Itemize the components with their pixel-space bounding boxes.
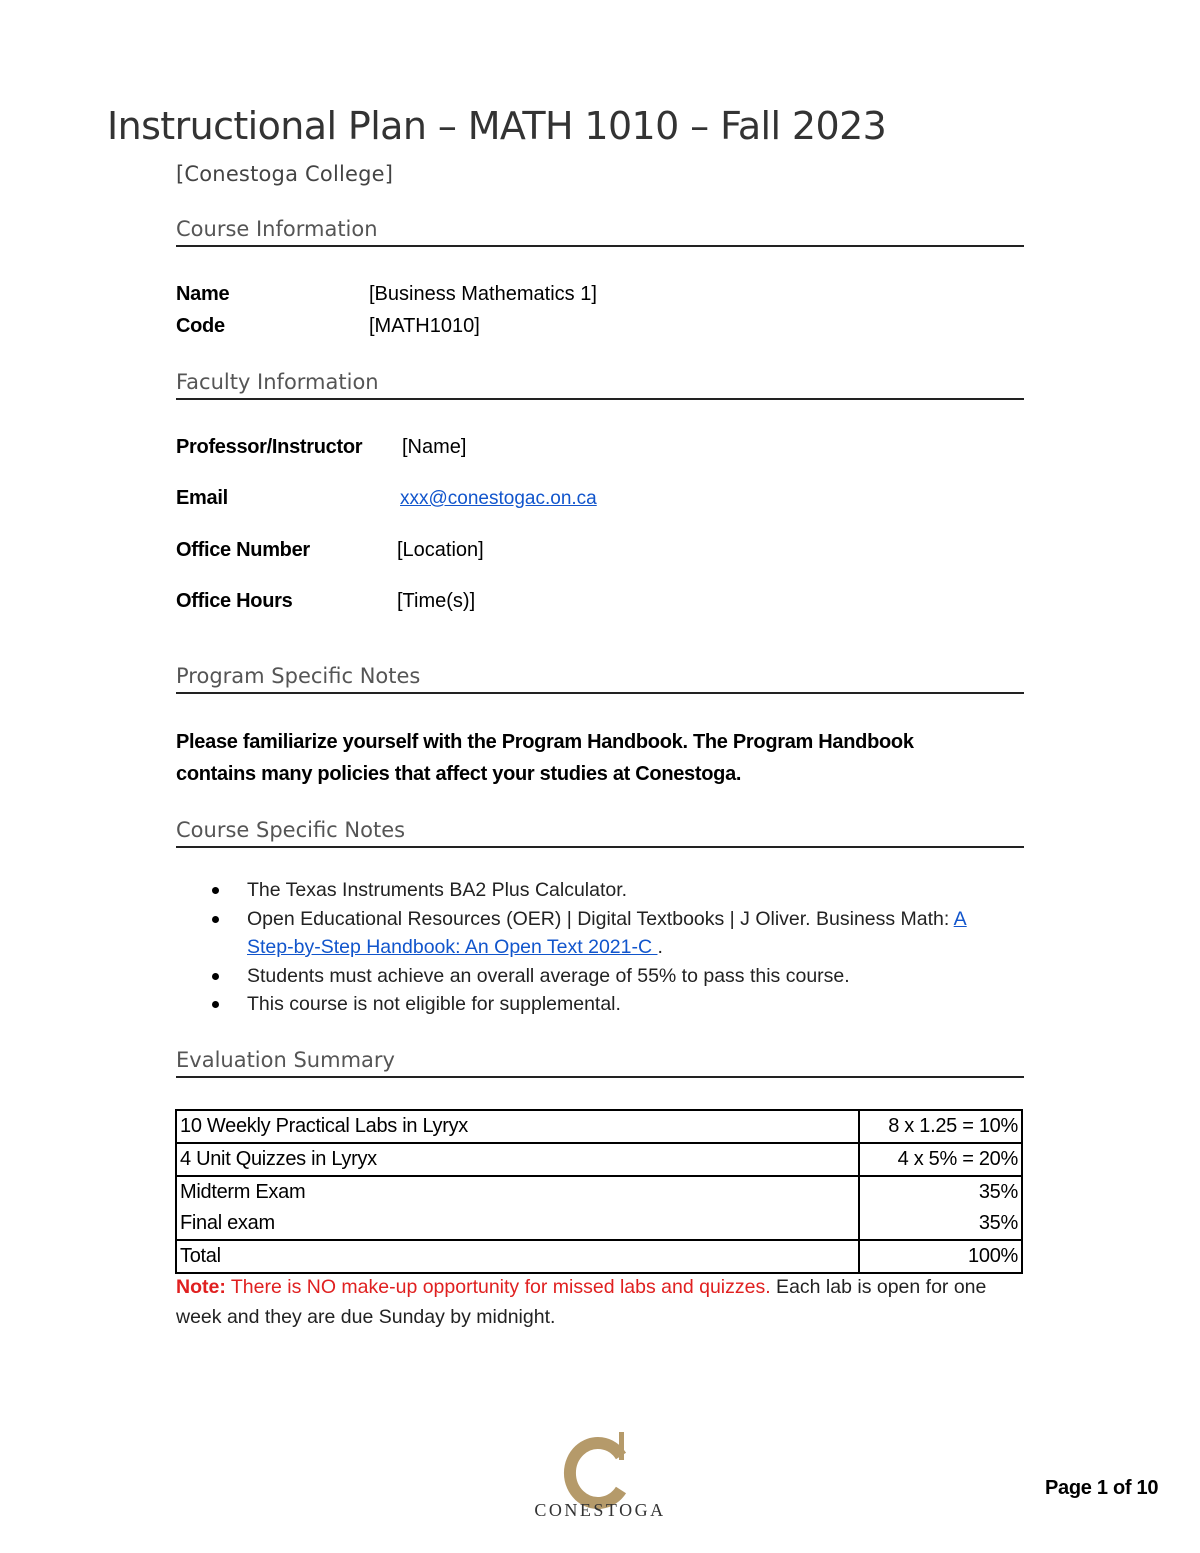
table-row xyxy=(176,1240,1022,1273)
table-row xyxy=(176,1110,1022,1143)
eval-weight: 8 x 1.25 = 10% xyxy=(859,1110,1022,1143)
evaluation-heading: Evaluation Summary xyxy=(176,1048,1024,1078)
table-row xyxy=(176,1176,1022,1208)
course-name-label: Name xyxy=(176,283,230,305)
eval-weight: 100% xyxy=(859,1240,1022,1273)
bullet-icon xyxy=(212,973,219,980)
note-text: Each lab is open for one week and they are due Sunday by midnight. xyxy=(176,1276,987,1328)
email-label: Email xyxy=(176,487,228,509)
program-notes-text: Please familiarize yourself with the Program Handbook. The Program Handbook contains many policies that affect your studies at Conestoga. xyxy=(176,731,914,785)
course-notes-heading: Course Specific Notes xyxy=(176,818,1024,848)
office-number-value: [Location] xyxy=(397,539,484,561)
eval-item: Final exam xyxy=(176,1208,859,1240)
bullet-icon xyxy=(212,887,219,894)
eval-item: 4 Unit Quizzes in Lyryx xyxy=(176,1143,859,1176)
instructor-value: [Name] xyxy=(402,436,467,458)
bullet-icon xyxy=(212,1001,219,1008)
instructor-label: Professor/Instructor xyxy=(176,436,363,458)
conestoga-logo-text: CONESTOGA xyxy=(534,1500,666,1520)
list-item: Open Educational Resources (OER) | Digital Textbooks | J Oliver. Business Math: A Step-by-Step Handbook: An Open Text 2021-C . xyxy=(176,905,996,962)
faculty-info-heading: Faculty Information xyxy=(176,370,1024,400)
course-notes-list xyxy=(176,876,996,1019)
email-link[interactable]: xxx@conestogac.on.ca xyxy=(400,488,597,509)
office-hours-value: [Time(s)] xyxy=(397,590,476,612)
eval-item: 10 Weekly Practical Labs in Lyryx xyxy=(176,1110,859,1143)
institution-name: [Conestoga College] xyxy=(176,162,394,186)
list-item: Students must achieve an overall average of 55% to pass this course. xyxy=(176,962,996,991)
page-title: Instructional Plan – MATH 1010 – Fall 2023 xyxy=(107,104,887,148)
page-number: Page 1 of 10 xyxy=(1045,1477,1159,1499)
list-item: This course is not eligible for supplemental. xyxy=(176,990,996,1019)
eval-weight: 35% xyxy=(859,1176,1022,1208)
course-name-value: [Business Mathematics 1] xyxy=(369,283,597,305)
eval-weight: 35% xyxy=(859,1208,1022,1240)
note-warning: There is NO make-up opportunity for missed labs and quizzes. xyxy=(225,1276,771,1298)
office-number-label: Office Number xyxy=(176,539,310,561)
eval-item: Total xyxy=(176,1240,859,1273)
note-label: Note: xyxy=(176,1276,226,1298)
course-code-label: Code xyxy=(176,315,225,337)
eval-item: Midterm Exam xyxy=(176,1176,859,1208)
eval-weight: 4 x 5% = 20% xyxy=(859,1143,1022,1176)
table-row xyxy=(176,1143,1022,1176)
course-info-heading: Course Information xyxy=(176,217,1024,247)
program-notes-heading: Program Specific Notes xyxy=(176,664,1024,694)
textbook-link[interactable]: A Step-by-Step Handbook: An Open Text 2021-C xyxy=(247,907,967,958)
table-row xyxy=(176,1208,1022,1240)
office-hours-label: Office Hours xyxy=(176,590,293,612)
course-code-value: [MATH1010] xyxy=(369,315,480,337)
evaluation-note xyxy=(176,1272,1016,1332)
list-item: The Texas Instruments BA2 Plus Calculator. xyxy=(176,876,996,905)
bullet-icon xyxy=(212,916,219,923)
evaluation-table xyxy=(175,1109,1023,1274)
